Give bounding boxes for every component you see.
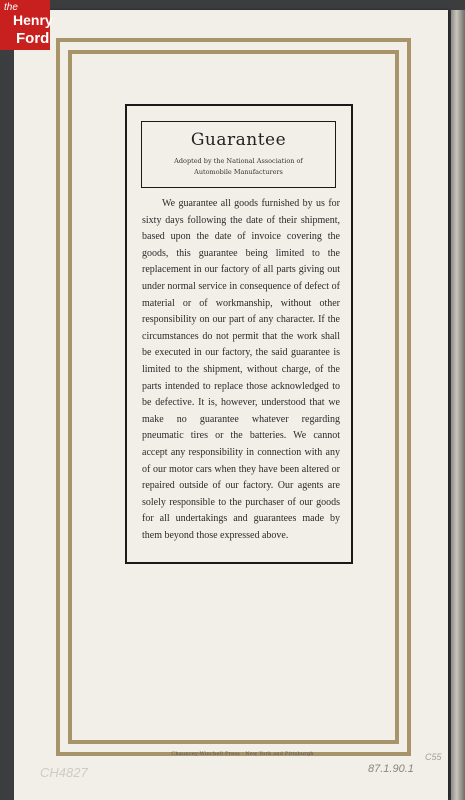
- page-edge: [451, 10, 465, 800]
- archive-mark-left: CH4827: [40, 765, 88, 780]
- henry-ford-logo: [0, 0, 53, 50]
- logo-line-henry: Henry: [13, 12, 53, 28]
- guarantee-body: We guarantee all goods furnished by us for sixty days following the date of their shipment, based upon the date of invoice covering the goods, this guarantee being limited to the replacement in our factory of all parts giving out under normal service in consequence of defect of material or of workmanship, without other responsibility on our part of any character. If the circumstances do not permit that the work shall be executed in our factory, the said guarantee is limited to the shipment, without charge, of the parts intended to replace those acknowledged to be defective. It is, however, understood that we make no guarantee whatever regarding pneumatic tires or the batteries. We cannot accept any responsibility in connection with any of our motor cars when they have been altered or repaired outside of our factory. Our agents are solely responsible to the purchaser of our goods for all undertakings and guarantees made by them beyond those expressed above.: [142, 198, 340, 541]
- guarantee-title: Guarantee: [190, 130, 287, 150]
- archive-mark-corner: C55: [425, 752, 442, 762]
- guarantee-subtitle: [142, 156, 335, 178]
- printer-credit: Chauncey-Winchell Press · New York and Pittsburgh: [171, 751, 314, 757]
- archive-accession-number: 87.1.90.1: [368, 763, 414, 775]
- subtitle-line-1: Adopted by the National Association of: [174, 157, 303, 165]
- logo-line-the: the: [4, 2, 18, 13]
- subtitle-line-2: Automobile Manufacturers: [194, 168, 283, 176]
- title-box: [141, 121, 336, 188]
- logo-line-ford: Ford: [16, 30, 50, 47]
